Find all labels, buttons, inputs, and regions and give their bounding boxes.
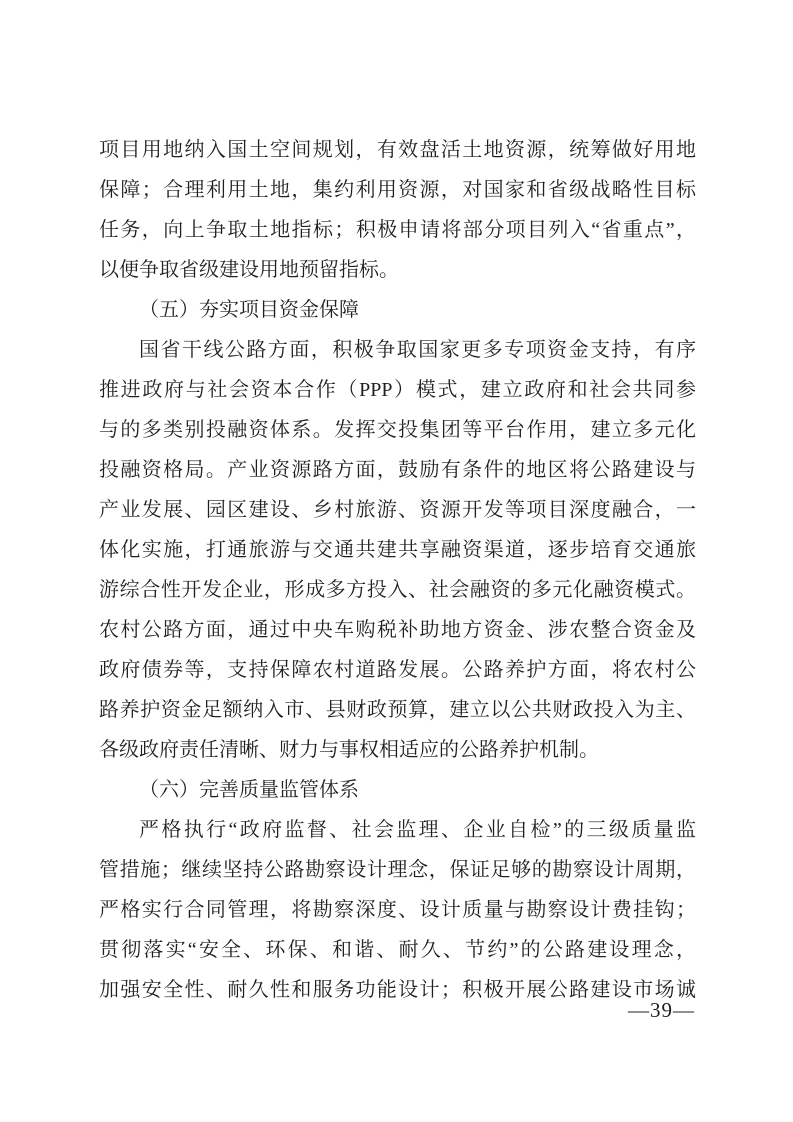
body-line: 路养护资金足额纳入市、县财政预算，建立以公共财政投入为主、: [99, 699, 696, 721]
section-heading: （五）夯实项目资金保障: [139, 299, 359, 321]
body-line: 游综合性开发企业，形成多方投入、社会融资的多元化融资模式。: [99, 579, 696, 601]
body-line: 以便争取省级建设用地预留指标。: [99, 259, 399, 281]
body-line: 管措施；继续坚持公路勘察设计理念，保证足够的勘察设计周期，: [99, 859, 696, 881]
text-block: [99, 130, 696, 1010]
body-line: 严格执行“政府监督、社会监理、企业自检”的三级质量监: [139, 819, 696, 841]
body-line: 投融资格局。产业资源路方面，鼓励有条件的地区将公路建设与: [99, 459, 696, 481]
section-heading: （六）完善质量监管体系: [139, 779, 359, 801]
body-line: 保障；合理利用土地，集约利用资源，对国家和省级战略性目标: [99, 179, 696, 201]
body-line: 产业发展、园区建设、乡村旅游、资源开发等项目深度融合，一: [99, 499, 696, 521]
body-line: 农村公路方面，通过中央车购税补助地方资金、涉农整合资金及: [99, 619, 696, 641]
body-line: 项目用地纳入国土空间规划，有效盘活土地资源，统筹做好用地: [99, 139, 696, 161]
body-line: 各级政府责任清晰、财力与事权相适应的公路养护机制。: [99, 739, 599, 761]
body-line: 加强安全性、耐久性和服务功能设计；积极开展公路建设市场诚: [99, 979, 696, 1001]
body-line: 严格实行合同管理，将勘察深度、设计质量与勘察设计费挂钩；: [99, 899, 696, 921]
body-line: 政府债券等，支持保障农村道路发展。公路养护方面，将农村公: [99, 659, 696, 681]
page-number: —39—: [628, 998, 695, 1022]
body-line: 贯彻落实“安全、环保、和谐、耐久、节约”的公路建设理念，: [99, 939, 696, 961]
body-line: 体化实施，打通旅游与交通共建共享融资渠道，逐步培育交通旅: [99, 539, 696, 561]
body-line: 任务，向上争取土地指标；积极申请将部分项目列入“省重点”，: [99, 219, 696, 241]
body-line: 国省干线公路方面，积极争取国家更多专项资金支持，有序: [139, 339, 696, 361]
body-line: 与的多类别投融资体系。发挥交投集团等平台作用，建立多元化: [99, 419, 696, 441]
body-line: 推进政府与社会资本合作（PPP）模式，建立政府和社会共同参: [99, 379, 696, 401]
